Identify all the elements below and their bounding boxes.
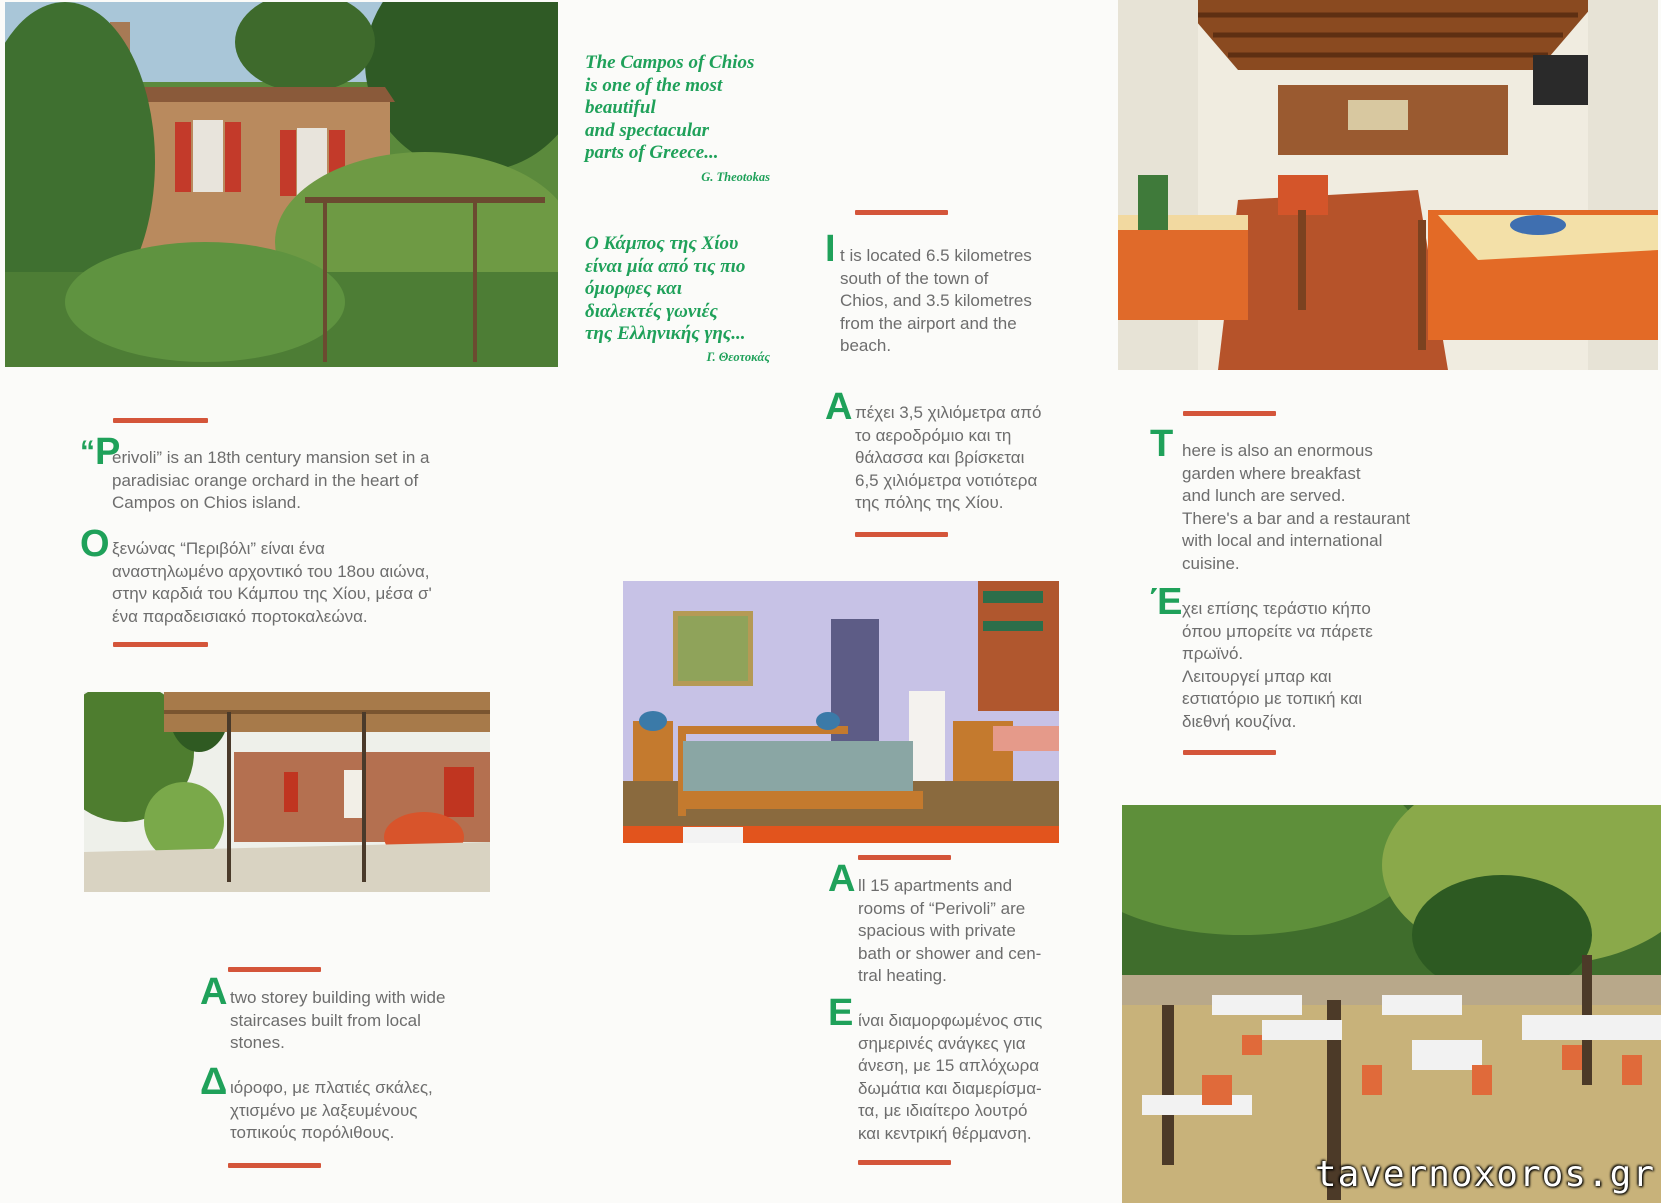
location-en-text: t is located 6.5 kilometres south of the town of Chios, and 3.5 kilometres from the airport and the beach.	[840, 246, 1032, 355]
building-gr-initial: Δ	[200, 1061, 228, 1103]
perivoli-en-text: erivoli” is an 18th century mansion set in a paradisiac orange orchard in the heart of Campos on Chios island.	[112, 448, 430, 512]
location-gr-initial: A	[825, 386, 853, 428]
garden-en-initial: T	[1150, 423, 1174, 465]
quote-greek: Ο Κάμπος της Χίου είναι μία από τις πιο όμορφες και διαλεκτές γωνιές της Ελληνικής γης...	[585, 233, 746, 344]
rooms-en-text: ll 15 apartments and rooms of “Perivoli” are spacious with private bath or shower and cen- tral heating.	[858, 876, 1042, 985]
divider-rule	[855, 210, 948, 215]
building-en-initial: A	[200, 971, 228, 1013]
divider-rule	[113, 642, 208, 647]
divider-rule	[858, 1160, 951, 1165]
perivoli-en-cap: P	[95, 431, 121, 473]
open-quote: “	[80, 435, 95, 468]
divider-rule	[858, 855, 951, 860]
perivoli-gr-initial: O	[80, 523, 110, 565]
location-en-initial: I	[825, 228, 836, 270]
rooms-en-initial: A	[828, 858, 856, 900]
garden-en-text: here is also an enormous garden where breakfast and lunch are served. There's a bar and a restaurant with local and international cuisine.	[1182, 441, 1411, 573]
divider-rule	[113, 418, 208, 423]
quote-english-author: G. Theotokas	[701, 170, 770, 184]
quote-english: The Campos of Chios is one of the most beautiful and spectacular parts of Greece...	[585, 52, 755, 163]
building-en-text: two storey building with wide staircases built from local stones.	[230, 988, 446, 1052]
rooms-gr-initial: E	[828, 992, 854, 1034]
rooms-gr-text: ίναι διαμορφωμένος στις σημερινές ανάγκες για άνεση, με 15 απλόχωρα δωμάτια και διαμερίσμα- τα, με ιδιαίτερο λουτρό και κεντρική θέρμανση.	[858, 1011, 1043, 1143]
garden-restaurant-photo	[1122, 805, 1661, 1203]
dining-room-photo	[1118, 0, 1658, 370]
garden-gr-initial: Έ	[1150, 581, 1183, 623]
mansion-photo	[5, 2, 558, 367]
divider-rule	[855, 532, 948, 537]
courtyard-photo	[84, 692, 490, 892]
perivoli-gr-text: ξενώνας “Περιβόλι” είναι ένα αναστηλωμένο αρχοντικό του 18ου αιώνα, στην καρδιά του Κάμπου της Χίου, μέσα σ' ένα παραδεισιακό πορτοκαλεώνα.	[112, 539, 432, 626]
location-gr-text: πέχει 3,5 χιλιόμετρα από το αεροδρόμιο και τη θάλασσα και βρίσκεται 6,5 χιλιόμετρα νοτιότερα της πόλης της Χίου.	[855, 403, 1042, 512]
bedroom-photo	[623, 581, 1059, 843]
divider-rule	[1183, 750, 1276, 755]
divider-rule	[228, 1163, 321, 1168]
garden-gr-text: χει επίσης τεράστιο κήπο όπου μπορείτε να πάρετε πρωϊνό. Λειτουργεί μπαρ και εστιατόριο με τοπική και διεθνή κουζίνα.	[1182, 599, 1373, 731]
watermark-text: tavernoxoros.gr	[1314, 1154, 1655, 1195]
divider-rule	[228, 967, 321, 972]
quote-greek-author: Γ. Θεοτοκάς	[706, 350, 770, 364]
building-gr-text: ιόροφο, με πλατιές σκάλες, χτισμένο με λαξευμένους τοπικούς πορόλιθους.	[230, 1078, 433, 1142]
divider-rule	[1183, 411, 1276, 416]
